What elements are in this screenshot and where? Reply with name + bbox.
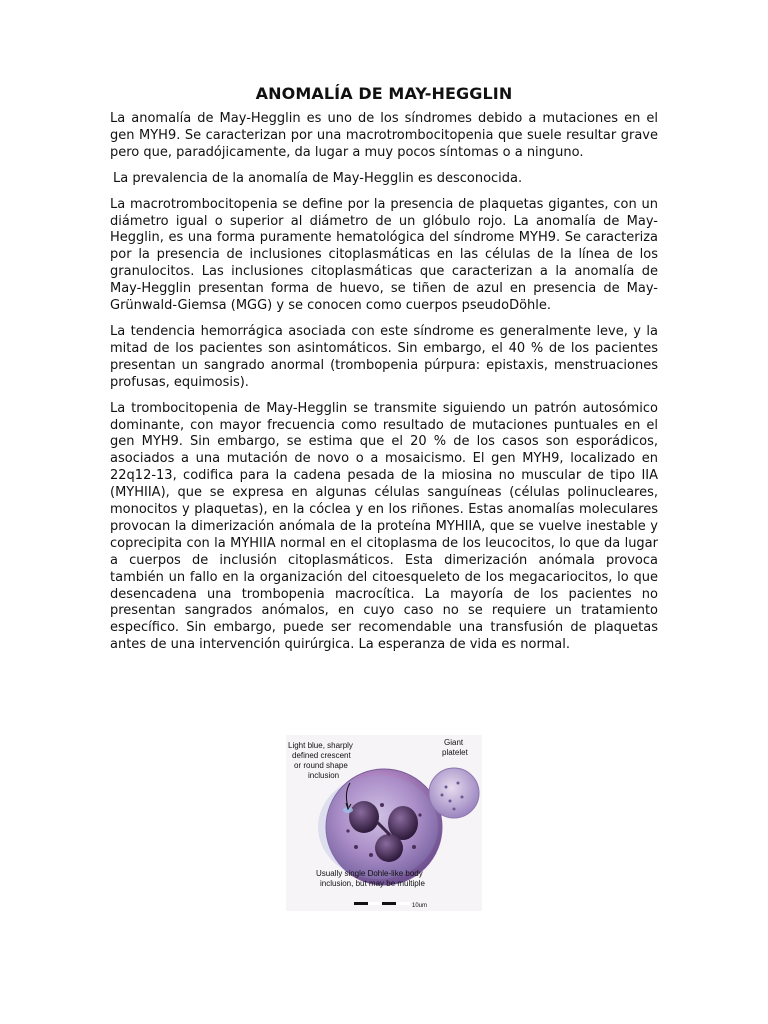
scale-bar-label: 10um [412, 903, 428, 909]
paragraph-genetics: La trombocitopenia de May-Hegglin se transmite siguiendo un patrón autosómico dominante, con mayor frecuencia como resultado de mutaciones puntuales en el gen MYH9. Sin embargo, se estima que el 20 % de los casos son esporádicos, asociados a una mutación de novo o a mosaicismo. El gen MYH9, localizado en 22q12-13, codifica para la cadena pesada de la miosina no muscular de tipo IIA (MYHIIA), que se expresa en algunas células sanguíneas (células polinucleares, monocitos y plaquetas), en la cóclea y en los riñones. Estas anomalías moleculares provocan la dimerización anómala de la proteína MYHIIA, que se vuelve inestable y coprecipita con la MYHIIA normal en el citoplasma de los leucocitos, lo que da lugar a cuerpos de inclusión citoplasmáticos. Esta dimerización anómala provoca también un fallo en la organización del citoesqueleto de los megacariocitos, lo que desencadena una trombopenia macrocítica. La mayoría de los pacientes no presentan sangrados anómalos, en cuyo caso no se requiere un tratamiento específico. Sin embargo, puede ser recomendable una transfusión de plaquetas antes de una intervención quirúrgica. La esperanza de vida es normal. [110, 400, 658, 653]
document-page [110, 84, 658, 663]
paragraph-bleeding: La tendencia hemorrágica asociada con este síndrome es generalmente leve, y la mitad de los pacientes son asintomáticos. Sin embargo, el 40 % de los pacientes presentan un sangrado anormal (trombopenia púrpura: epistaxis, menstruaciones profusas, equimosis). [110, 323, 658, 390]
inclusion-label-line-2: defined crescent [292, 751, 351, 760]
paragraph-intro: La anomalía de May-Hegglin es uno de los síndromes debido a mutaciones en el gen MYH9. Se caracterizan por una macrotrombocitopenia que suele resultar grave pero que, paradójicamente, da lugar a muy pocos síntomas o a ninguno. [110, 111, 658, 160]
illustration-svg [286, 735, 482, 911]
granule [346, 829, 349, 832]
platelet-granule [449, 800, 452, 803]
document-title: ANOMALÍA DE MAY-HEGGLIN [255, 84, 513, 103]
nucleus-lobe-3 [375, 834, 403, 862]
platelet-label-line-1: Giant [444, 738, 464, 747]
granule [412, 845, 416, 849]
platelet-granule [461, 796, 464, 799]
platelet-granule [453, 808, 456, 811]
caption-line-1: Usually single Dohle-like body [316, 869, 423, 878]
granule [369, 853, 373, 857]
may-hegglin-illustration [286, 735, 482, 911]
scale-bar-segment [396, 902, 410, 905]
platelet-granule [445, 786, 448, 789]
inclusion-label-line-3: or round shape [294, 761, 348, 770]
platelet-granule [441, 794, 444, 797]
cell-halo [318, 775, 438, 879]
platelet-granule [457, 782, 460, 785]
nucleus-lobe-1 [349, 801, 379, 833]
granule [354, 845, 358, 849]
platelet-label-line-2: platelet [442, 748, 468, 757]
caption-line-2: inclusion, but may be multiple [320, 879, 425, 888]
granule [380, 803, 384, 807]
inclusion-label-line-1: Light blue, sharply [288, 741, 353, 750]
scale-bar-segment [368, 902, 382, 905]
paragraph-prevalence: La prevalencia de la anomalía de May-Hegglin es desconocida. [113, 170, 523, 186]
granule [418, 813, 421, 816]
inclusion-label-line-4: inclusion [308, 771, 340, 780]
paragraph-definition: La macrotrombocitopenia se define por la presencia de plaquetas gigantes, con un diámetro igual o superior al diámetro de un glóbulo rojo. La anomalía de May-Hegglin, es una forma puramente hematológica del síndrome MYH9. Se caracteriza por la presencia de inclusiones citoplasmáticas en las células de la línea de los granulocitos. Las inclusiones citoplasmáticas que caracterizan a la anomalía de May-Hegglin presentan forma de huevo, se tiñen de azul en presencia de May-Grünwald-Giemsa (MGG) y se conocen como cuerpos pseudoDöhle. [110, 196, 658, 314]
